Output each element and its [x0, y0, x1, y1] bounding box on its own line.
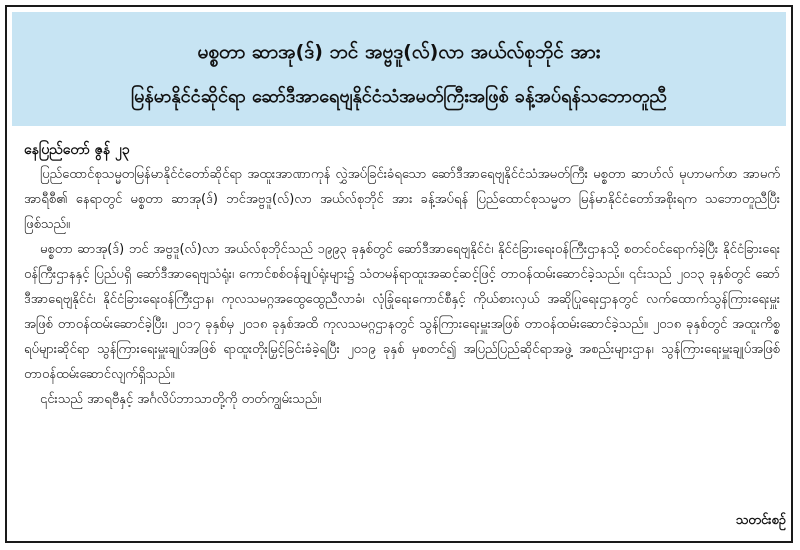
headline-line-1: မစ္စတာ ဆာအု(ဒ်) ဘင် အဗ္ဗဒူ(လ်)လာ အယ်လ်စုဘိုင် အား	[197, 41, 601, 63]
paragraph-3: ၎င်းသည် အာရဗီနှင့် အင်္ဂလိပ်ဘာသာတို့ကို တတ်ကျွမ်းသည်။	[40, 392, 322, 407]
dateline: နေပြည်တော် ဇွန် ၂၃	[24, 142, 130, 158]
article-body	[24, 138, 780, 412]
headline-banner	[12, 12, 786, 126]
paragraph-1: ပြည်ထောင်စုသမ္မတမြန်မာနိုင်ငံတော်ဆိုင်ရာ အထူးအာဏာကုန် လွှဲအပ်ခြင်းခံရသော ဆော်ဒီအာရေဗျနိုင်ငံသံအမတ်ကြီး မစ္စတာ ဆာဟ်လ် မုဟာမက်ဖာ အာမက် အာရီစီ၏ နေရာတွင် မစ္စတာ ဆာအု(ဒ်) ဘင်အဗ္ဗဒူ(လ်)လာ အယ်လ်စုဘိုင် အား ခန့်အပ်ရန် ပြည်ထောင်စုသမ္မတ မြန်မာနိုင်ငံတော်အစိုးရက သဘောတူညီပြီးဖြစ်သည်။	[24, 167, 780, 232]
headline-line-2: မြန်မာနိုင်ငံဆိုင်ရာ ဆော်ဒီအာရေဗျနိုင်ငံသံအမတ်ကြီးအဖြစ် ခန့်အပ်ရန်သဘောတူညီ	[131, 86, 667, 107]
paragraph-2: မစ္စတာ ဆာအု(ဒ်) ဘင် အဗ္ဗဒူ(လ်)လာ အယ်လ်စုဘိုင်သည် ၁၉၉၃ ခုနှစ်တွင် ဆော်ဒီအာရေဗျနိုင်ငံ၊ နိုင်ငံခြားရေးဝန်ကြီးဌာနသို့ စတင်ဝင်ရောက်ခဲ့ပြီး နိုင်ငံခြားရေးဝန်ကြီးဌာနနှင့် ပြည်ပရှိ ဆော်ဒီအာရေဗျသံရုံး၊ ကောင်စစ်ဝန်ချုပ်ရုံးများ၌ သံတမန်ရာထူးအဆင့်ဆင့်ဖြင့် တာဝန်ထမ်းဆောင်ခဲ့သည်။ ၎င်းသည် ၂၀၁၃ ခုနှစ်တွင် ဆော်ဒီအာရေဗျနိုင်ငံ၊ နိုင်ငံခြားရေးဝန်ကြီးဌာန၊ ကုလသမဂ္ဂအထွေထွေညီလာခံ၊ လုံခြုံရေးကောင်စီနှင့် ကိုယ်စားလှယ် အဆိုပြုရေးဌာနတွင် လက်ထောက်သွန်ကြားရေးမှူးအဖြစ် တာဝန်ထမ်းဆောင်ခဲ့ပြီး၊ ၂၀၁၇ ခုနှစ်မှ ၂၀၁၈ ခုနှစ်အထိ ကုလသမဂ္ဂဌာနတွင် သွန်ကြားရေးမှူးအဖြစ် တာဝန်ထမ်းဆောင်ခဲ့သည်။ ၂၀၁၈ ခုနှစ်တွင် အထူးကိစ္စရပ်များဆိုင်ရာ သွန်ကြားရေးမှူးချုပ်အဖြစ် ရာထူးတိုးမြှင့်ခြင်းခံခဲ့ရပြီး ၂၀၁၉ ခုနှစ် မှစတင်၍ အပြည်ပြည်ဆိုင်ရာအဖွဲ့ အစည်းများဌာန၊ သွန်ကြားရေးမှူးချုပ်အဖြစ် တာဝန်ထမ်းဆောင်လျက်ရှိသည်။	[24, 242, 780, 382]
byline: သတင်းစဉ်	[735, 513, 786, 528]
